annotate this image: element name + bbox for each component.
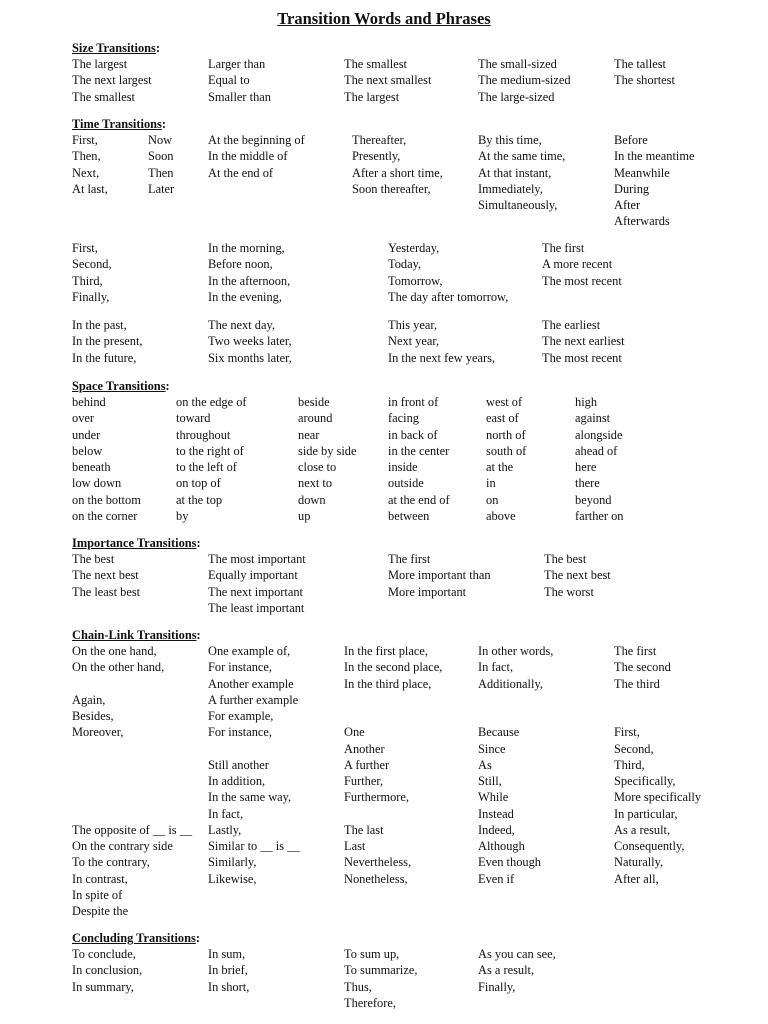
transition-phrase: high (575, 395, 598, 409)
transition-phrase: The next earliest (542, 334, 625, 349)
transition-phrase: Another example (208, 676, 294, 691)
transition-phrase: toward (176, 411, 211, 426)
transition-phrase: Consequently, (614, 839, 685, 853)
transition-phrase: First, (72, 133, 98, 147)
transition-phrase: here (575, 460, 597, 474)
heading-colon: : (196, 628, 201, 642)
transition-phrase: In sum, (208, 947, 246, 961)
word-column (72, 643, 192, 919)
transition-phrase: The next important (208, 584, 303, 599)
transition-phrase: In summary, (72, 979, 134, 994)
transition-phrase: beyond (575, 492, 612, 507)
transition-phrase: Equal to (208, 73, 250, 88)
transition-phrase: Finally, (478, 979, 516, 994)
word-column (208, 132, 305, 181)
transition-phrase: at the end of (388, 492, 450, 507)
transition-phrase: there (575, 476, 600, 491)
transition-phrase: against (575, 411, 611, 426)
transition-phrase: Additionally, (478, 676, 543, 691)
transition-phrase: Therefore, (344, 995, 396, 1010)
transition-phrase (72, 741, 192, 757)
transition-phrase: The most important (208, 552, 306, 566)
transition-phrase (72, 773, 192, 789)
transition-phrase: The medium-sized (478, 73, 571, 88)
word-column (72, 946, 142, 995)
transition-phrase: Presently, (352, 149, 401, 164)
section-heading (72, 930, 200, 946)
word-column (298, 394, 357, 524)
transition-phrase: Tomorrow, (388, 273, 443, 288)
transition-phrase: Thereafter, (352, 133, 407, 147)
transition-phrase: In the present, (72, 334, 143, 349)
transition-phrase: to the right of (176, 443, 244, 458)
transition-phrase: south of (486, 443, 527, 458)
word-column (72, 56, 152, 105)
word-column (208, 240, 290, 305)
transition-phrase: Likewise, (208, 871, 257, 886)
transition-phrase: At the end of (208, 165, 274, 180)
transition-phrase: Soon thereafter, (352, 181, 431, 196)
transition-phrase: For instance, (208, 725, 273, 740)
transition-phrase: up (298, 508, 311, 523)
transition-phrase: Immediately, (478, 181, 543, 196)
transition-phrase: As a result, (478, 963, 535, 978)
word-column (478, 946, 556, 995)
transition-phrase: Similar to __ is __ (208, 839, 300, 853)
transition-phrase: The day after tomorrow, (388, 289, 509, 304)
transition-phrase: Although (478, 839, 525, 853)
word-column (542, 317, 625, 366)
transition-phrase: above (486, 508, 516, 523)
transition-phrase: in (486, 476, 496, 491)
transition-phrase: In the afternoon, (208, 273, 291, 288)
heading-colon: : (155, 41, 161, 55)
transition-phrase: down (298, 492, 326, 507)
transition-phrase: At the beginning of (208, 133, 305, 147)
word-column (208, 551, 306, 616)
transition-phrase (344, 692, 442, 708)
word-column (388, 240, 508, 305)
transition-phrase (72, 789, 192, 805)
heading-colon: : (161, 117, 166, 131)
transition-phrase: The tallest (614, 57, 666, 71)
transition-phrase: The worst (544, 584, 594, 599)
transition-phrase: Now (148, 133, 173, 147)
transition-phrase: Furthermore, (344, 790, 410, 805)
transition-phrase: In brief, (208, 963, 248, 978)
transition-phrase: Indeed, (478, 822, 515, 837)
transition-phrase: Still another (208, 757, 269, 772)
transition-phrase: The next best (72, 568, 139, 583)
transition-phrase: Finally, (72, 289, 110, 304)
word-column (72, 317, 143, 366)
transition-phrase: Nonetheless, (344, 871, 408, 886)
transition-phrase: below (72, 443, 103, 458)
transition-phrase: In the evening, (208, 289, 282, 304)
transition-phrase: More important than (388, 568, 491, 583)
transition-phrase: Next year, (388, 334, 440, 349)
transition-phrase: In short, (208, 979, 250, 994)
section-heading-text: Importance Transitions (72, 536, 197, 550)
word-column (208, 56, 271, 105)
transition-phrase: in front of (388, 395, 439, 409)
transition-phrase: In the third place, (344, 676, 432, 691)
transition-phrase: One (344, 725, 365, 740)
transition-phrase: On the contrary side (72, 839, 173, 853)
transition-phrase: Another (344, 741, 385, 756)
transition-phrase: Thus, (344, 979, 372, 994)
transition-phrase: Still, (478, 774, 502, 788)
word-column (344, 643, 442, 887)
word-column (614, 643, 701, 887)
transition-phrase: Larger than (208, 57, 266, 71)
section-heading (72, 116, 166, 132)
transition-phrase: The most recent (542, 350, 622, 365)
transition-phrase: More specifically (614, 790, 702, 805)
transition-phrase: In spite of (72, 887, 123, 902)
transition-phrase: The smallest (344, 57, 407, 71)
transition-phrase: The first (614, 644, 657, 658)
transition-phrase: In the morning, (208, 241, 285, 255)
word-column (486, 394, 526, 524)
transition-phrase: Smaller than (208, 89, 271, 104)
transition-phrase: beside (298, 395, 330, 409)
transition-phrase: In the middle of (208, 149, 288, 164)
transition-phrase: One example of, (208, 644, 291, 658)
section-heading-text: Size Transitions (72, 41, 156, 55)
transition-phrase: The second (614, 660, 671, 675)
transition-phrase: The most recent (542, 273, 622, 288)
transition-phrase: Even though (478, 855, 541, 870)
transition-phrase: near (298, 427, 320, 442)
transition-phrase: behind (72, 395, 106, 409)
word-column (72, 240, 112, 305)
word-column (575, 394, 624, 524)
transition-phrase: More important (388, 584, 467, 599)
word-column (208, 643, 300, 887)
transition-phrase: The next best (544, 568, 611, 583)
transition-phrase: In the future, (72, 350, 137, 365)
transition-phrase: During (614, 181, 650, 196)
transition-phrase: First, (72, 241, 98, 255)
transition-phrase: inside (388, 460, 418, 474)
transition-phrase: In addition, (208, 774, 266, 788)
transition-phrase: This year, (388, 318, 438, 332)
transition-phrase: north of (486, 427, 526, 442)
transition-phrase: In the same way, (208, 790, 292, 805)
transition-phrase: At the same time, (478, 149, 566, 164)
transition-phrase: to the left of (176, 460, 237, 474)
transition-phrase: As you can see, (478, 947, 556, 961)
word-column (72, 551, 140, 600)
transition-phrase: Six months later, (208, 350, 292, 365)
transition-phrase: To sum up, (344, 947, 400, 961)
transition-phrase: Second, (614, 741, 654, 756)
transition-phrase: on top of (176, 476, 221, 491)
transition-phrase: At last, (72, 181, 108, 196)
word-column (208, 317, 292, 366)
transition-phrase: In the past, (72, 318, 127, 332)
transition-phrase: In fact, (208, 806, 244, 821)
transition-phrase: To conclude, (72, 947, 136, 961)
transition-phrase: The next largest (72, 73, 152, 88)
transition-phrase: To summarize, (344, 963, 418, 978)
word-column (542, 240, 622, 289)
transition-phrase: beneath (72, 460, 111, 474)
transition-phrase: The earliest (542, 318, 601, 332)
transition-phrase: Lastly, (208, 822, 242, 837)
transition-phrase: Moreover, (72, 725, 124, 740)
transition-phrase (344, 806, 442, 822)
transition-phrase: Instead (478, 806, 514, 821)
transition-phrase (72, 806, 192, 822)
transition-phrase: over (72, 411, 95, 426)
transition-phrase: Before (614, 133, 648, 147)
transition-phrase: around (298, 411, 333, 426)
section-heading-text: Time Transitions (72, 117, 162, 131)
transition-phrase: For instance, (208, 660, 273, 675)
transition-phrase (614, 692, 701, 708)
transition-phrase: outside (388, 476, 424, 491)
transition-phrase: ahead of (575, 443, 618, 458)
transition-phrase: Nevertheless, (344, 855, 412, 870)
transition-phrase: The next smallest (344, 73, 432, 88)
page-title: Transition Words and Phrases (277, 9, 491, 28)
transition-phrase (478, 708, 553, 724)
section-heading (72, 378, 170, 394)
transition-phrase: Similarly, (208, 855, 257, 870)
transition-phrase: next to (298, 476, 333, 491)
transition-phrase: Yesterday, (388, 241, 440, 255)
transition-phrase: at the top (176, 492, 223, 507)
word-column (352, 132, 443, 197)
transition-phrase: east of (486, 411, 519, 426)
transition-phrase: The large-sized (478, 89, 555, 104)
transition-phrase: close to (298, 460, 337, 474)
transition-phrase: On the other hand, (72, 660, 165, 675)
transition-phrase: The smallest (72, 89, 135, 104)
transition-phrase: A more recent (542, 257, 613, 272)
transition-phrase: The largest (344, 89, 400, 104)
transition-phrase: Simultaneously, (478, 198, 558, 212)
transition-phrase: Because (478, 725, 520, 740)
transition-phrase: At that instant, (478, 165, 552, 180)
transition-phrase: The first (542, 241, 585, 255)
transition-phrase: Meanwhile (614, 165, 670, 180)
transition-phrase: In the meantime (614, 149, 695, 164)
transition-phrase: By this time, (478, 133, 542, 147)
transition-phrase: Second, (72, 257, 112, 272)
transition-phrase: Naturally, (614, 855, 664, 870)
transition-phrase: For example, (208, 709, 274, 723)
transition-phrase: After all, (614, 871, 659, 886)
transition-phrase: In the second place, (344, 660, 443, 675)
word-column (388, 317, 495, 366)
transition-phrase: west of (486, 395, 523, 409)
transition-phrase: side by side (298, 443, 357, 458)
transition-phrase: The last (344, 822, 384, 837)
section-heading-text: Concluding Transitions (72, 931, 196, 945)
transition-phrase: To the contrary, (72, 855, 150, 870)
heading-colon: : (165, 379, 170, 393)
word-column (148, 132, 174, 197)
transition-phrase: After (614, 198, 641, 212)
transition-phrase: Soon (148, 149, 174, 164)
word-column (176, 394, 247, 524)
transition-phrase: Then (148, 165, 174, 180)
transition-phrase: First, (614, 725, 640, 740)
transition-phrase: facing (388, 411, 419, 426)
transition-phrase: on the bottom (72, 492, 141, 507)
word-column (388, 394, 450, 524)
transition-phrase: between (388, 508, 430, 523)
transition-phrase: In conclusion, (72, 963, 143, 978)
transition-phrase: After a short time, (352, 165, 443, 180)
transition-phrase: on the corner (72, 508, 138, 523)
transition-phrase: Specifically, (614, 774, 676, 788)
transition-phrase: On the one hand, (72, 644, 157, 658)
transition-phrase: Even if (478, 871, 515, 886)
heading-colon: : (195, 931, 200, 945)
transition-phrase: Again, (72, 692, 106, 707)
transition-phrase: The small-sized (478, 57, 557, 71)
word-column (344, 946, 417, 1011)
transition-phrase: The best (72, 552, 115, 566)
transition-phrase: on (486, 492, 499, 507)
transition-phrase (72, 676, 192, 692)
transition-phrase: In the first place, (344, 644, 428, 658)
word-column (478, 643, 553, 887)
transition-phrase: The least best (72, 584, 141, 599)
word-column (478, 56, 571, 105)
transition-phrase: Two weeks later, (208, 334, 292, 349)
transition-phrase: The next day, (208, 318, 275, 332)
heading-colon: : (196, 536, 201, 550)
transition-phrase: The opposite of __ is __ (72, 822, 193, 837)
transition-phrase: Then, (72, 149, 101, 164)
transition-phrase: While (478, 790, 509, 805)
word-column (478, 132, 565, 213)
transition-phrase: throughout (176, 427, 231, 442)
transition-phrase: Despite the (72, 904, 129, 918)
section-heading-text: Space Transitions (72, 379, 166, 393)
transition-phrase: The third (614, 676, 660, 691)
transition-phrase: Before noon, (208, 257, 273, 272)
transition-phrase: The least important (208, 600, 305, 615)
transition-phrase: Today, (388, 257, 422, 272)
transition-phrase: Besides, (72, 709, 114, 723)
transition-phrase: In particular, (614, 806, 678, 821)
transition-phrase: alongside (575, 427, 623, 442)
transition-phrase: Next, (72, 165, 100, 180)
transition-phrase: in back of (388, 427, 438, 442)
word-column (72, 394, 141, 524)
word-column (614, 56, 675, 89)
transition-phrase (208, 741, 300, 757)
word-column (72, 132, 108, 197)
transition-phrase: As a result, (614, 822, 671, 837)
section-heading-text: Chain-Link Transitions (72, 628, 197, 642)
transition-phrase: Third, (72, 273, 103, 288)
transition-phrase: The largest (72, 57, 128, 71)
transition-phrase: In other words, (478, 644, 554, 658)
transition-phrase: Since (478, 741, 506, 756)
section-heading (72, 40, 160, 56)
transition-phrase: by (176, 508, 189, 523)
transition-phrase: in the center (388, 443, 450, 458)
transition-phrase: Equally important (208, 568, 298, 583)
transition-phrase: at the (486, 460, 514, 474)
transition-phrase: In the next few years, (388, 350, 495, 365)
word-column (208, 946, 249, 995)
transition-phrase: Afterwards (614, 214, 670, 229)
transition-phrase: Further, (344, 774, 384, 788)
word-column (344, 56, 431, 105)
transition-phrase: farther on (575, 508, 624, 523)
transition-phrase: Third, (614, 757, 645, 772)
transition-phrase (344, 708, 442, 724)
transition-phrase: under (72, 427, 101, 442)
transition-phrase: Later (148, 181, 175, 196)
transition-phrase: A further example (208, 692, 299, 707)
word-column (388, 551, 491, 600)
section-heading (72, 535, 201, 551)
transition-phrase: As (478, 757, 492, 772)
transition-phrase (614, 708, 701, 724)
transition-phrase: A further (344, 757, 390, 772)
transition-phrase: low down (72, 476, 122, 491)
transition-phrase: The best (544, 552, 587, 566)
transition-phrase: The first (388, 552, 431, 566)
transition-phrase: on the edge of (176, 395, 247, 409)
section-heading (72, 627, 201, 643)
transition-phrase: Last (344, 839, 366, 853)
transition-phrase (72, 757, 192, 773)
word-column (544, 551, 611, 600)
transition-phrase: In contrast, (72, 871, 128, 886)
transition-phrase (478, 692, 553, 708)
transition-phrase: The shortest (614, 73, 675, 88)
transition-phrase: In fact, (478, 660, 514, 675)
word-column (614, 132, 695, 230)
